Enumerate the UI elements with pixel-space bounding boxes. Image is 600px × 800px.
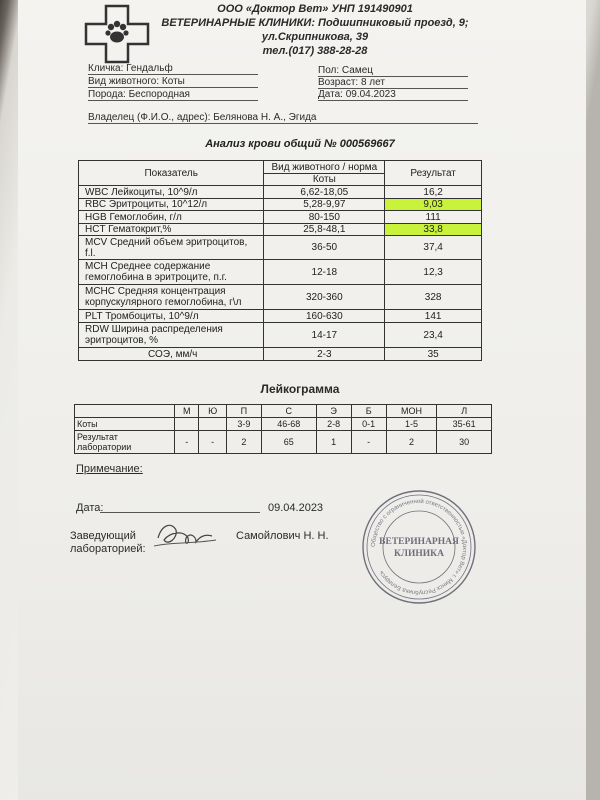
row-result: 16,2 bbox=[385, 186, 482, 199]
analysis-row bbox=[79, 285, 482, 310]
leukogram-norm-cell bbox=[199, 418, 226, 431]
header-line-2: ВЕТЕРИНАРНЫЕ КЛИНИКИ: Подшипниковый проезд, 9; bbox=[161, 17, 469, 29]
col-indicator-header: Показатель bbox=[79, 161, 264, 186]
analysis-row bbox=[79, 224, 482, 236]
analysis-row bbox=[79, 260, 482, 285]
row-indicator: MCV Средний объем эритроцитов, f.l. bbox=[79, 236, 264, 260]
analysis-row bbox=[79, 199, 482, 211]
footer-date-value: 09.04.2023 bbox=[268, 502, 324, 514]
leukogram-result-cell: - bbox=[199, 431, 226, 454]
row-result: 35 bbox=[385, 348, 482, 361]
note-label: Примечание: bbox=[76, 463, 143, 475]
leukogram-col-header: Б bbox=[351, 405, 386, 418]
stamp-center-line-2: КЛИНИКА bbox=[394, 549, 444, 559]
analysis-row bbox=[79, 348, 482, 361]
stamp-ring-text: Общество с ограниченной ответственностью «Доктор Вет» г. Минск Республика Беларусь bbox=[370, 498, 468, 596]
leukogram-col-header: Ю bbox=[199, 405, 226, 418]
col-result-header: Результат bbox=[385, 161, 482, 186]
row-indicator: RDW Ширина распределения эритроцитов, % bbox=[79, 323, 264, 348]
header-line-1: ООО «Доктор Вет» УНП 191490901 bbox=[217, 3, 413, 15]
owner-info: Владелец (Ф.И.О., адрес): Белянова Н. А., Эгида bbox=[88, 112, 478, 124]
row-result: 12,3 bbox=[385, 260, 482, 285]
leukogram-col-header: С bbox=[261, 405, 316, 418]
row-norm: 320-360 bbox=[264, 285, 385, 310]
row-norm: 6,62-18,05 bbox=[264, 186, 385, 199]
analysis-row bbox=[79, 323, 482, 348]
row-indicator: RBC Эритроциты, 10^12/л bbox=[79, 199, 264, 211]
leukogram-corner bbox=[75, 405, 175, 418]
analysis-title: Анализ крови общий № 000569667 bbox=[205, 138, 395, 150]
signature bbox=[150, 516, 220, 556]
row-norm: 36-50 bbox=[264, 236, 385, 260]
row-result: 328 bbox=[385, 285, 482, 310]
row-result: 141 bbox=[385, 310, 482, 323]
pet-species: Вид животного: Коты bbox=[88, 76, 258, 88]
pet-age: Возраст: 8 лет bbox=[318, 77, 468, 89]
paw-icon bbox=[105, 21, 128, 43]
date-underline bbox=[100, 512, 260, 513]
row-norm: 12-18 bbox=[264, 260, 385, 285]
leukogram-result-cell: 65 bbox=[261, 431, 316, 454]
leukogram-norm-cell: 3-9 bbox=[226, 418, 261, 431]
leukogram-norm-cell: 46-68 bbox=[261, 418, 316, 431]
leukogram-norm-cell bbox=[175, 418, 199, 431]
row-norm: 160-630 bbox=[264, 310, 385, 323]
analysis-row bbox=[79, 236, 482, 260]
leukogram-title: Лейкограмма bbox=[260, 382, 340, 396]
row-indicator: PLT Тромбоциты, 10^9/л bbox=[79, 310, 264, 323]
head-label-1: Заведующий bbox=[70, 530, 136, 542]
row-indicator: HCT Гематокрит,% bbox=[79, 224, 264, 236]
analysis-row bbox=[79, 186, 482, 199]
row-result: 23,4 bbox=[385, 323, 482, 348]
leukogram-result-cell: - bbox=[351, 431, 386, 454]
leukogram-result-cell: 30 bbox=[437, 431, 492, 454]
leukogram-result-cell: 2 bbox=[226, 431, 261, 454]
leukogram-result-cell: - bbox=[175, 431, 199, 454]
header-line-3: ул.Скрипникова, 39 bbox=[261, 31, 369, 43]
row-result: 9,03 bbox=[385, 199, 482, 211]
stamp-center-line-1: ВЕТЕРИНАРНАЯ bbox=[379, 537, 459, 547]
row-norm: 80-150 bbox=[264, 211, 385, 224]
leukogram-norm-label: Коты bbox=[75, 418, 175, 431]
row-result: 33,8 bbox=[385, 224, 482, 236]
leukogram-col-header: Э bbox=[316, 405, 351, 418]
row-result: 37,4 bbox=[385, 236, 482, 260]
leukogram-col-header: МОН bbox=[386, 405, 437, 418]
row-indicator: MCH Среднее содержание гемоглобина в эритроците, п.г. bbox=[79, 260, 264, 285]
blood-analysis-table bbox=[78, 160, 482, 361]
row-indicator: WBC Лейкоциты, 10^9/л bbox=[79, 186, 264, 199]
row-norm: 14-17 bbox=[264, 323, 385, 348]
row-indicator: HGB Гемоглобин, г/л bbox=[79, 211, 264, 224]
leukogram-col-header: Л bbox=[437, 405, 492, 418]
row-result: 111 bbox=[385, 211, 482, 224]
leukogram-result-cell: 1 bbox=[316, 431, 351, 454]
head-name: Самойлович Н. Н. bbox=[236, 530, 329, 542]
row-indicator: MCHC Средняя концентрация корпускулярного гемоглобина, г\л bbox=[79, 285, 264, 310]
col-species-header: Коты bbox=[264, 174, 385, 186]
pet-breed: Порода: Беспородная bbox=[88, 89, 258, 101]
leukogram-result-label: Результат лаборатории bbox=[75, 431, 175, 454]
clinic-cross-logo bbox=[82, 4, 152, 64]
leukogram-norm-cell: 1-5 bbox=[386, 418, 437, 431]
leukogram-table bbox=[74, 404, 492, 454]
leukogram-norm-cell: 2-8 bbox=[316, 418, 351, 431]
analysis-row bbox=[79, 310, 482, 323]
row-norm: 5,28-9,97 bbox=[264, 199, 385, 211]
footer-date-label: Дата: bbox=[76, 502, 104, 514]
leukogram-result-cell: 2 bbox=[386, 431, 437, 454]
row-norm: 25,8-48,1 bbox=[264, 224, 385, 236]
row-norm: 2-3 bbox=[264, 348, 385, 361]
leukogram-col-header: П bbox=[226, 405, 261, 418]
leukogram-norm-cell: 35-61 bbox=[437, 418, 492, 431]
leukogram-col-header: М bbox=[175, 405, 199, 418]
col-norm-header: Вид животного / норма bbox=[264, 161, 385, 174]
clinic-stamp bbox=[360, 488, 478, 606]
row-indicator: СОЭ, мм/ч bbox=[79, 348, 264, 361]
pet-sex: Пол: Самец bbox=[318, 65, 468, 77]
analysis-row bbox=[79, 211, 482, 224]
head-label-2: лабораторией: bbox=[70, 543, 146, 555]
pet-name: Кличка: Гендальф bbox=[88, 63, 258, 75]
visit-date: Дата: 09.04.2023 bbox=[318, 89, 468, 101]
header-line-4: тел.(017) 388-28-28 bbox=[262, 45, 368, 57]
leukogram-norm-cell: 0-1 bbox=[351, 418, 386, 431]
